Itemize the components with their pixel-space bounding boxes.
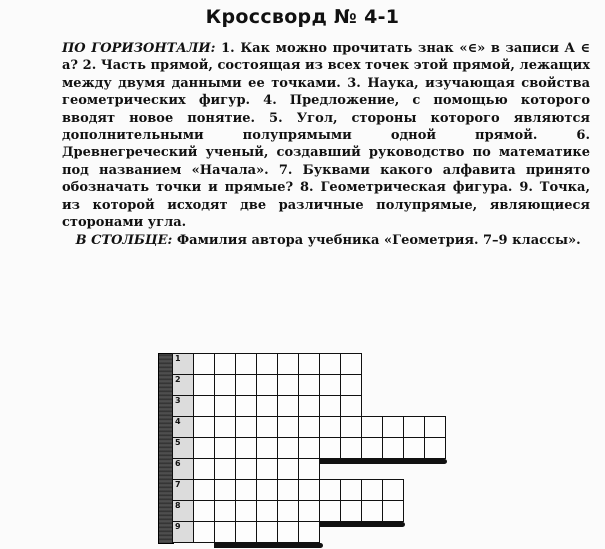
crossword-cell[interactable] (382, 479, 404, 501)
crossword-cell[interactable] (193, 395, 215, 417)
crossword-cell[interactable] (403, 437, 425, 459)
crossword-cell[interactable] (193, 500, 215, 522)
crossword-cell[interactable] (340, 374, 362, 396)
crossword-cell[interactable] (214, 395, 236, 417)
vertical-clues (62, 232, 590, 249)
crossword-row (172, 500, 403, 522)
clue-number: 5 (175, 438, 181, 447)
crossword-cell[interactable] (193, 353, 215, 375)
crossword-cell[interactable] (235, 458, 257, 480)
crossword-cell[interactable] (172, 395, 194, 417)
crossword-cell[interactable] (298, 416, 320, 438)
crossword-cell[interactable] (256, 437, 278, 459)
clue-number: 8 (175, 501, 181, 510)
clue-number: 6 (175, 459, 181, 468)
crossword-cell[interactable] (277, 353, 299, 375)
crossword-cell[interactable] (361, 437, 383, 459)
crossword-cell[interactable] (361, 416, 383, 438)
crossword-cell[interactable] (214, 416, 236, 438)
crossword-cell[interactable] (277, 479, 299, 501)
crossword-cell[interactable] (319, 374, 341, 396)
crossword-cell[interactable] (256, 353, 278, 375)
crossword-cell[interactable] (214, 458, 236, 480)
crossword-cell[interactable] (172, 521, 194, 543)
crossword-cell[interactable] (277, 458, 299, 480)
crossword-cell[interactable] (256, 458, 278, 480)
crossword-cell[interactable] (214, 374, 236, 396)
vertical-heading: В СТОЛБЦЕ: (75, 233, 173, 249)
crossword-cell[interactable] (172, 500, 194, 522)
crossword-cell[interactable] (172, 353, 194, 375)
vertical-clues-text: Фамилия автора учебника «Геометрия. 7–9 классы». (176, 233, 581, 249)
crossword-cell[interactable] (277, 374, 299, 396)
crossword-cell[interactable] (403, 416, 425, 438)
clue-number: 1 (175, 354, 181, 363)
crossword-cell[interactable] (298, 437, 320, 459)
page-title: Кроссворд № 4-1 (205, 6, 400, 28)
crossword-cell[interactable] (319, 395, 341, 417)
crossword-cell[interactable] (361, 500, 383, 522)
clues-block (62, 40, 590, 250)
crossword-cell[interactable] (277, 395, 299, 417)
crossword-cell[interactable] (193, 458, 215, 480)
crossword-row (172, 395, 361, 417)
crossword-cell[interactable] (172, 416, 194, 438)
crossword-cell[interactable] (340, 353, 362, 375)
crossword-cell[interactable] (235, 521, 257, 543)
crossword-cell[interactable] (193, 521, 215, 543)
clue-number: 3 (175, 396, 181, 405)
crossword-cell[interactable] (235, 353, 257, 375)
crossword-row (172, 416, 445, 438)
crossword-cell[interactable] (214, 437, 236, 459)
crossword-cell[interactable] (319, 416, 341, 438)
crossword-cell[interactable] (340, 437, 362, 459)
crossword-cell[interactable] (214, 353, 236, 375)
crossword-cell[interactable] (214, 479, 236, 501)
crossword-cell[interactable] (193, 374, 215, 396)
crossword-cell[interactable] (214, 521, 236, 543)
crossword-cell[interactable] (193, 416, 215, 438)
crossword-cell[interactable] (256, 500, 278, 522)
crossword-cell[interactable] (298, 479, 320, 501)
crossword-row (172, 521, 319, 543)
crossword-row (172, 479, 403, 501)
crossword-cell[interactable] (361, 479, 383, 501)
crossword-cell[interactable] (256, 374, 278, 396)
crossword-cell[interactable] (298, 458, 320, 480)
crossword-row (172, 458, 319, 480)
crossword-cell[interactable] (172, 479, 194, 501)
crossword-row (172, 374, 361, 396)
crossword-cell[interactable] (382, 437, 404, 459)
crossword-cell[interactable] (298, 374, 320, 396)
crossword-cell[interactable] (256, 479, 278, 501)
crossword-cell[interactable] (382, 416, 404, 438)
crossword-row (172, 437, 445, 459)
crossword-cell[interactable] (256, 416, 278, 438)
horizontal-clues (62, 40, 590, 231)
horizontal-clues-text: 1. Как можно прочитать знак «∈» в записи A ∈ a? 2. Часть прямой, состоящая из всех точек этой прямой, лежащих между двумя данными ее точками. 3. Наука, изучающая свойства геометрических фигур. 4. Предложение, с помощью которого вводят новое понятие. 5. Угол, стороны которого являются дополнительными полупрямыми одной прямой. 6. Древнегреческий ученый, создавший руководство по математике под названием «Начала». 7. Буквами какого алфавита принято обозначать точки и прямые? 8. Геометрическая фигура. 9. Точка, из которой исходят две различные полупрямые, являющиеся сторонами угла. (62, 41, 591, 231)
crossword-cell[interactable] (214, 500, 236, 522)
crossword-cell[interactable] (298, 353, 320, 375)
crossword-cell[interactable] (424, 416, 446, 438)
clue-number: 4 (175, 417, 181, 426)
crossword-cell[interactable] (319, 479, 341, 501)
crossword-cell[interactable] (235, 416, 257, 438)
crossword-cell[interactable] (235, 500, 257, 522)
crossword-cell[interactable] (256, 521, 278, 543)
crossword-cell[interactable] (235, 437, 257, 459)
row-shadow (214, 543, 323, 548)
crossword-cell[interactable] (340, 500, 362, 522)
crossword-cell[interactable] (298, 500, 320, 522)
crossword-cell[interactable] (382, 500, 404, 522)
crossword-cell[interactable] (172, 437, 194, 459)
row-shadow (319, 459, 447, 464)
crossword-cell[interactable] (193, 437, 215, 459)
clue-number: 2 (175, 375, 181, 384)
clue-number: 7 (175, 480, 181, 489)
crossword-cell[interactable] (319, 437, 341, 459)
row-shadow (319, 522, 405, 527)
crossword-cell[interactable] (277, 437, 299, 459)
crossword-cell[interactable] (340, 416, 362, 438)
crossword-cell[interactable] (235, 395, 257, 417)
crossword-cell[interactable] (277, 521, 299, 543)
crossword-cell[interactable] (172, 458, 194, 480)
crossword-cell[interactable] (319, 353, 341, 375)
crossword-cell[interactable] (277, 416, 299, 438)
crossword-cell[interactable] (235, 374, 257, 396)
crossword-cell[interactable] (340, 395, 362, 417)
horizontal-heading: ПО ГОРИЗОНТАЛИ: (62, 41, 216, 56)
crossword-cell[interactable] (235, 479, 257, 501)
crossword-cell[interactable] (256, 395, 278, 417)
crossword-cell[interactable] (172, 374, 194, 396)
crossword-cell[interactable] (193, 479, 215, 501)
crossword-cell[interactable] (424, 437, 446, 459)
crossword-cell[interactable] (298, 395, 320, 417)
crossword-cell[interactable] (277, 500, 299, 522)
clue-number: 9 (175, 522, 181, 531)
crossword-row (172, 353, 361, 375)
crossword-cell[interactable] (340, 479, 362, 501)
crossword-cell[interactable] (298, 521, 320, 543)
crossword-cell[interactable] (319, 500, 341, 522)
